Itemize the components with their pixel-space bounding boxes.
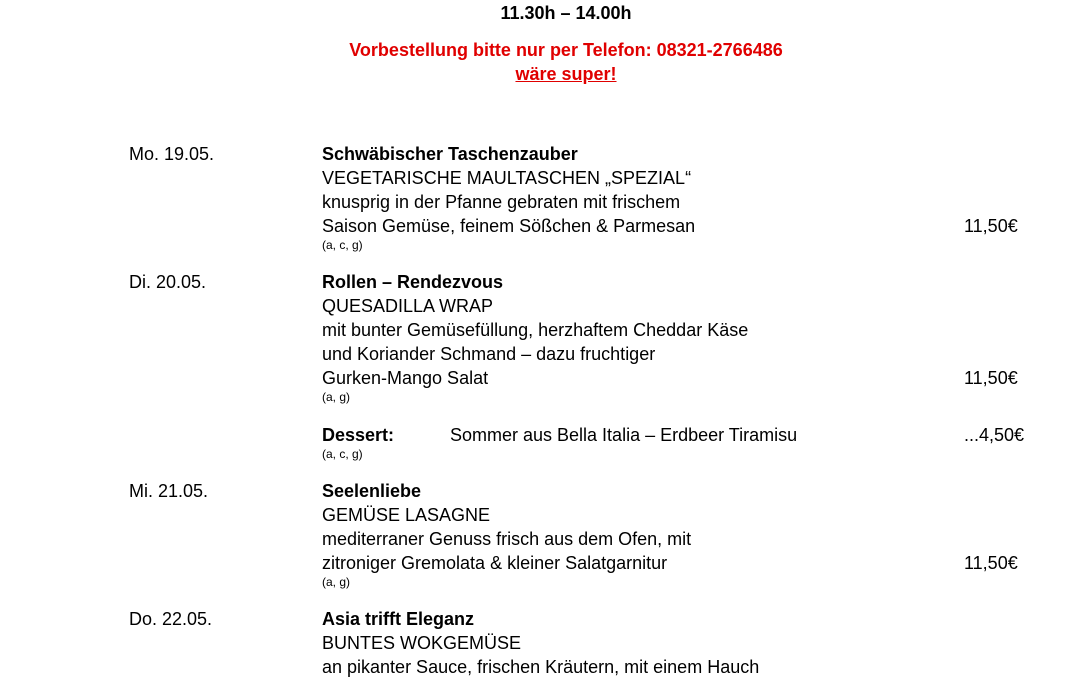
preorder-notice: Vorbestellung bitte nur per Telefon: 08321-2766486 <box>349 40 783 60</box>
dish-line: QUESADILLA WRAP <box>322 296 494 316</box>
dish-title: Schwäbischer Taschenzauber <box>322 144 578 164</box>
menu-dish <box>322 479 942 590</box>
dish-line: und Koriander Schmand – dazu fruchtiger <box>322 344 656 364</box>
dish-line: mediterraner Genuss frisch aus dem Ofen, mit <box>322 529 692 549</box>
dish-line: Saison Gemüse, feinem Sößchen & Parmesan <box>322 216 696 236</box>
dish-line: mit bunter Gemüsefüllung, herzhaftem Cheddar Käse <box>322 320 749 340</box>
menu-dish <box>322 270 942 405</box>
dessert-allergens: (a, c, g) <box>322 447 363 461</box>
dessert-label: Dessert: <box>322 425 395 445</box>
dish-line: BUNTES WOKGEMÜSE <box>322 633 522 653</box>
dessert-price: ...4,50€ <box>964 425 1025 445</box>
dish-line: GEMÜSE LASAGNE <box>322 505 491 525</box>
menu-date: Mi. 21.05. <box>129 481 209 501</box>
dish-allergens: (a, g) <box>322 575 351 589</box>
dish-allergens: (a, c, g) <box>322 238 363 252</box>
dish-line: zitroniger Gremolata & kleiner Salatgarnitur <box>322 553 668 573</box>
menu-date: Di. 20.05. <box>129 272 207 292</box>
dish-line: an pikanter Sauce, frischen Kräutern, mit einem Hauch <box>322 657 760 677</box>
dish-title: Asia trifft Eleganz <box>322 609 475 629</box>
dish-title: Seelenliebe <box>322 481 422 501</box>
dish-line: Gurken-Mango Salat <box>322 368 489 388</box>
dish-title: Rollen – Rendezvous <box>322 272 504 292</box>
menu-date: Do. 22.05. <box>129 609 213 629</box>
dessert-description: Sommer aus Bella Italia – Erdbeer Tiramisu <box>450 425 798 445</box>
menu-dish <box>322 607 942 679</box>
dish-allergens: (a, g) <box>322 390 351 404</box>
dish-price: 11,50€ <box>964 216 1018 236</box>
menu-date: Mo. 19.05. <box>129 144 215 164</box>
dish-price: 11,50€ <box>964 368 1018 388</box>
opening-hours: 11.30h – 14.00h <box>500 3 632 23</box>
dish-line: knusprig in der Pfanne gebraten mit frischem <box>322 192 681 212</box>
dish-line: VEGETARISCHE MAULTASCHEN „SPEZIAL“ <box>322 168 692 188</box>
dish-price: 11,50€ <box>964 553 1018 573</box>
preorder-notice-note: wäre super! <box>515 64 617 84</box>
menu-dish <box>322 142 942 253</box>
